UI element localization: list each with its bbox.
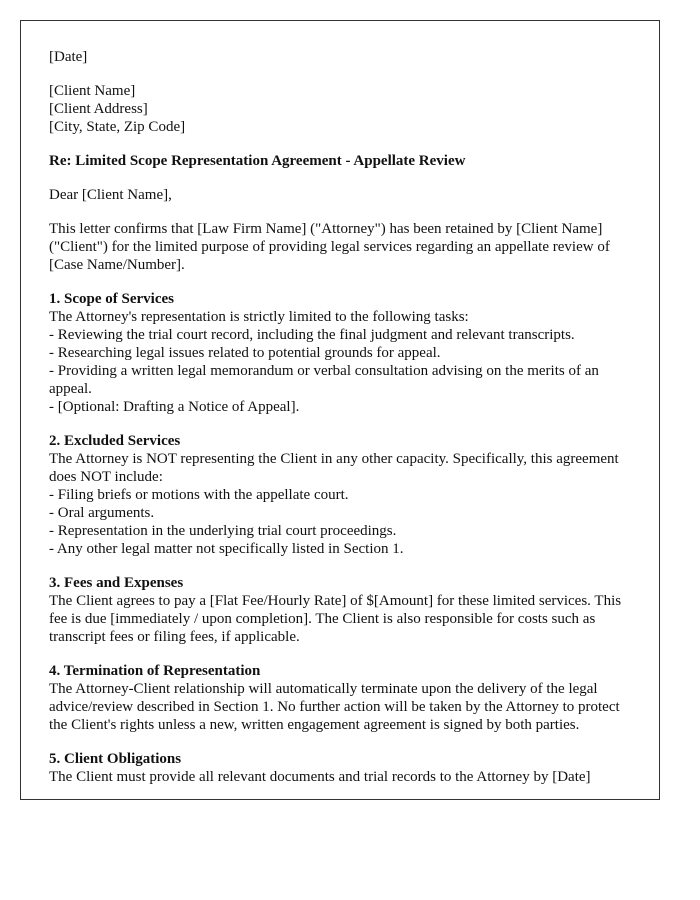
- section-text: The Attorney's representation is strictly limited to the following tasks:: [49, 309, 469, 325]
- bullet-item: - Oral arguments.: [49, 505, 155, 521]
- client-address-block: [49, 82, 641, 136]
- section-text: The Attorney-Client relationship will automatically terminate upon the delivery of the legal advice/review described in Section 1. No further action will be taken by the Attorney to protect the Client's rights unless a new, written engagement agreement is signed by both parties.: [49, 681, 620, 733]
- section-text: The Client must provide all relevant documents and trial records to the Attorney by [Date]: [49, 769, 591, 785]
- section-title: 2. Excluded Services: [49, 433, 181, 449]
- section-title: 4. Termination of Representation: [49, 663, 261, 679]
- section-scope-of-services: [49, 290, 641, 416]
- section-fees-and-expenses: [49, 574, 641, 646]
- section-title: 3. Fees and Expenses: [49, 575, 184, 591]
- salutation-block: [49, 186, 641, 204]
- salutation: Dear [Client Name],: [49, 187, 172, 203]
- bullet-item: - Reviewing the trial court record, including the final judgment and relevant transcripts.: [49, 327, 575, 343]
- section-termination: [49, 662, 641, 734]
- letter-body: [49, 48, 641, 800]
- section-title: 5. Client Obligations: [49, 751, 182, 767]
- section-client-obligations: [49, 750, 641, 786]
- client-address-line: [Client Address]: [49, 101, 148, 117]
- client-city-line: [City, State, Zip Code]: [49, 119, 186, 135]
- bullet-item: - Providing a written legal memorandum or verbal consultation advising on the merits of an appeal.: [49, 363, 599, 397]
- bullet-item: - Filing briefs or motions with the appellate court.: [49, 487, 349, 503]
- section-excluded-services: [49, 432, 641, 558]
- bullet-item: - Any other legal matter not specifically listed in Section 1.: [49, 541, 404, 557]
- section-text: The Client agrees to pay a [Flat Fee/Hourly Rate] of $[Amount] for these limited services. This fee is due [immediately / upon completion]. The Client is also responsible for costs such as transcript fees or filing fees, if applicable.: [49, 593, 622, 645]
- letter-date: [Date]: [49, 49, 88, 65]
- intro-paragraph: [49, 220, 641, 274]
- date-block: [49, 48, 641, 66]
- intro-text: This letter confirms that [Law Firm Name] ("Attorney") has been retained by [Client Name] ("Client") for the limited purpose of providing legal services regarding an appellate review of [Case Name/Number].: [49, 221, 610, 273]
- subject-line: Re: Limited Scope Representation Agreement - Appellate Review: [49, 153, 466, 169]
- section-text: The Attorney is NOT representing the Client in any other capacity. Specifically, this agreement does NOT include:: [49, 451, 619, 485]
- client-name-line: [Client Name]: [49, 83, 136, 99]
- section-title: 1. Scope of Services: [49, 291, 174, 307]
- bullet-item: - Representation in the underlying trial court proceedings.: [49, 523, 397, 539]
- bullet-item: - [Optional: Drafting a Notice of Appeal].: [49, 399, 300, 415]
- letter-page: [20, 20, 660, 800]
- bullet-item: - Researching legal issues related to potential grounds for appeal.: [49, 345, 441, 361]
- bullet-list: [49, 486, 641, 558]
- bullet-list: [49, 326, 641, 416]
- subject-block: [49, 152, 641, 170]
